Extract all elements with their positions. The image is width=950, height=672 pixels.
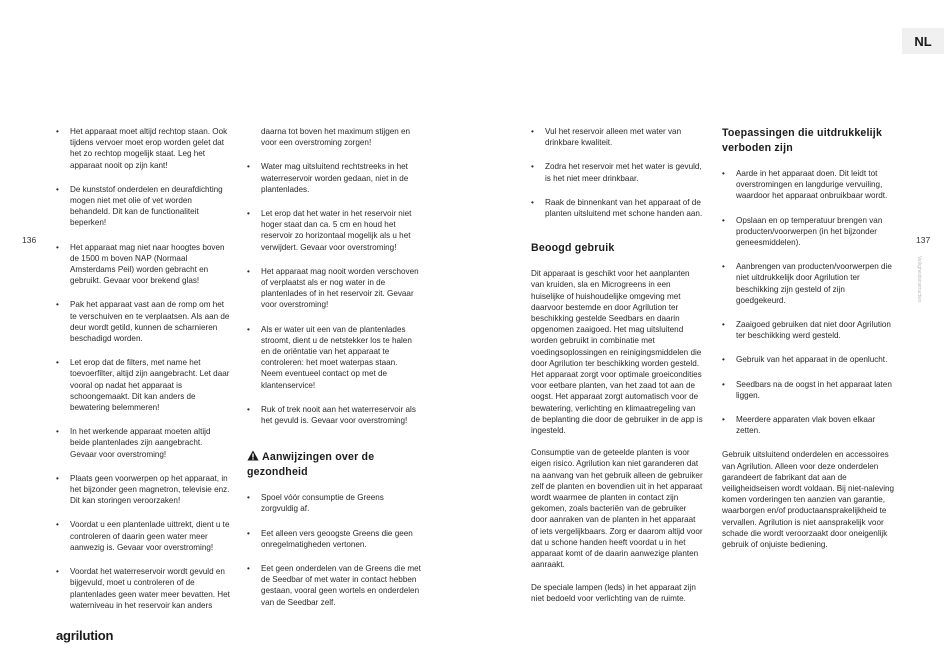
- list-item: • Voordat u een plantenlade uittrekt, dient u te controleren of daarin geen water meer aanwezig is. Gevaar voor overstroming!: [56, 519, 230, 553]
- column-1: [56, 126, 230, 624]
- list-item: • Plaats geen voorwerpen op het apparaat, in het bijzonder geen magnetron, televisie enz. Dit kan storingen veroorzaken!: [56, 473, 230, 507]
- health-heading-text: Aanwijzingen over de gezondheid: [247, 451, 375, 479]
- warning-icon: [247, 450, 259, 461]
- list-item: • Het apparaat moet altijd rechtop staan. Ook tijdens vervoer moet erop worden gelet dat het zo rechtop mogelijk staat. Leg het apparaat nooit op zijn kant!: [56, 126, 230, 171]
- safety-list-1: [56, 126, 230, 611]
- column-4: [722, 126, 896, 561]
- list-item: • Aarde in het apparaat doen. Dit leidt tot overstromingen en langdurige vervuiling, waardoor het apparaat onbruikbaar wordt.: [722, 168, 896, 202]
- prohibited-list: [722, 168, 896, 436]
- health-heading: [247, 450, 421, 480]
- safety-list-2: [247, 161, 421, 426]
- paragraph: Dit apparaat is geschikt voor het aanplanten van kruiden, sla en Microgreens in een huiselijke of huishoudelijke omgeving met daarvoor bestemde en door Agrilution ter beschikking gestelde Seedbars en daarin opgenomen zaaigoed. Het mag uitsluitend worden gebruikt in combinatie met voedingsoplossingen en reinigingsmiddelen die door Agrilution ter beschikking worden gesteld. Het apparaat zorgt voor optimale groeicondities voor eetbare planten, van het zaad tot aan de oogst. Het apparaat zorgt automatisch voor de bewatering, verlichting en klimaatregeling van de beplanting die door de gebruiker in de app is ingesteld.: [531, 269, 703, 436]
- list-item: • Raak de binnenkant van het apparaat of de planten uitsluitend met schone handen aan.: [531, 197, 703, 219]
- column-2: [247, 126, 421, 621]
- list-item: • Als er water uit een van de plantenlades stroomt, dient u de netstekker los te halen en de oriëntatie van het apparaat te controleren: het moet waterpas staan. Neem eventueel contact op met de klantenservice!: [247, 324, 421, 391]
- list-item: • In het werkende apparaat moeten altijd beide plantenlades zijn aangebracht. Gevaar voor overstroming!: [56, 426, 230, 460]
- list-item: • Vul het reservoir alleen met water van drinkbare kwaliteit.: [531, 126, 703, 148]
- prohibited-uses-heading: Toepassingen die uitdrukkelijk verboden zijn: [722, 127, 883, 154]
- water-list: [531, 126, 703, 219]
- paragraph: Consumptie van de geteelde planten is voor eigen risico. Agrilution kan niet garanderen dat na aanvang van het gebruik alleen de gebruiker zelf de planten en bovendien uit in het apparaat wordt waarmee de planten in contact zijn gekomen, zoals bacteriën van de gebruiker door aanraken van de planten in het apparaat of iets vergelijkbaars. Zorg er daarom altijd voor dat u schone handen heeft voordat u in het apparaat komt of de daarin aanwezige planten aanraakt.: [531, 448, 703, 570]
- list-item: • Het apparaat mag niet naar hoogtes boven de 1500 m boven NAP (Normaal Amsterdams Peil) worden gebracht en gebruikt. Gevaar voor brekend glas!: [56, 242, 230, 287]
- list-item: • Voordat het waterreservoir wordt gevuld en bijgevuld, moet u controleren of de plantenlades geen water meer bevatten. Het waterniveau in het reservoir kan anders: [56, 566, 230, 611]
- section-side-label: Veiligheidsinstructies: [916, 256, 922, 303]
- list-item: • Water mag uitsluitend rechtstreeks in het waterreservoir worden gedaan, niet in de plantenlades.: [247, 161, 421, 195]
- intended-use-heading: Beoogd gebruik: [531, 242, 615, 255]
- list-item: • Meerdere apparaten vlak boven elkaar zetten.: [722, 414, 896, 436]
- list-item: • Pak het apparaat vast aan de romp om het te verschuiven en te verplaatsen. Als aan de deur wordt getild, kunnen de scharnieren beschadigd worden.: [56, 299, 230, 344]
- list-item: • Aanbrengen van producten/voorwerpen die niet uitdrukkelijk door Agrilution ter beschikking zijn gesteld of zijn goedgekeurd.: [722, 261, 896, 306]
- continued-text: daarna tot boven het maximum stijgen en voor een overstroming zorgen!: [261, 127, 411, 148]
- health-list: [247, 492, 421, 608]
- agrilution-logo: agrilution: [56, 628, 114, 643]
- list-item: • Ruk of trek nooit aan het waterreservoir als het gevuld is. Gevaar voor overstroming!: [247, 404, 421, 426]
- list-item: • Opslaan en op temperatuur brengen van producten/voorwerpen (in het bijzonder geneesmiddelen).: [722, 215, 896, 249]
- list-item: • Eet geen onderdelen van de Greens die met de Seedbar of met water in contact hebben gestaan, vooral geen wortels en onderdelen van de Seedbar zelf.: [247, 563, 421, 608]
- list-item: • Gebruik van het apparaat in de openlucht.: [722, 354, 896, 365]
- list-item: • Let erop dat de filters, met name het toevoerfilter, altijd zijn aangebracht. Let daar vooral op nadat het apparaat is schoongemaakt. Dit kan anders de bewatering belemmeren!: [56, 357, 230, 413]
- list-item: • Seedbars na de oogst in het apparaat laten liggen.: [722, 379, 896, 401]
- list-item: • Zodra het reservoir met het water is gevuld, is het niet meer drinkbaar.: [531, 161, 703, 183]
- list-item: • Spoel vóór consumptie de Greens zorgvuldig af.: [247, 492, 421, 514]
- list-item: • Het apparaat mag nooit worden verschoven of verplaatst als er nog water in de plantenlades of in het reservoir zit. Gevaar voor overstroming!: [247, 266, 421, 311]
- paragraph: Gebruik uitsluitend onderdelen en accessoires van Agrilution. Alleen voor deze onderdelen garandeert de fabrikant dat aan de veiligheidseisen wordt voldaan. Bij niet-naleving komen vorderingen ten aanzien van garantie, waarborgen en/of productaansprakelijkheid te vervallen. Agrilution is niet aansprakelijk voor schade die wordt veroorzaakt door oneigenlijk gebruik of onjuiste bediening.: [722, 450, 895, 550]
- list-item: • De kunststof onderdelen en deurafdichting mogen niet met olie of vet worden behandeld. Dit kan de functionaliteit beperken!: [56, 184, 230, 229]
- list-item: • Let erop dat het water in het reservoir niet hoger staat dan ca. 5 cm en houd het reservoir zo horizontaal mogelijk als u het verwijdert. Gevaar voor overstroming!: [247, 208, 421, 253]
- list-item: • Eet alleen vers geoogste Greens die geen onregelmatigheden vertonen.: [247, 528, 421, 550]
- paragraph: De speciale lampen (leds) in het apparaat zijn niet bedoeld voor verlichting van de ruimte.: [531, 582, 696, 603]
- language-tag: NL: [902, 28, 944, 54]
- column-3: [531, 126, 703, 615]
- page-number-left: 136: [22, 235, 37, 245]
- page-number-right: 137: [916, 235, 931, 245]
- list-item: • Zaaigoed gebruiken dat niet door Agrilution ter beschikking werd gesteld.: [722, 319, 896, 341]
